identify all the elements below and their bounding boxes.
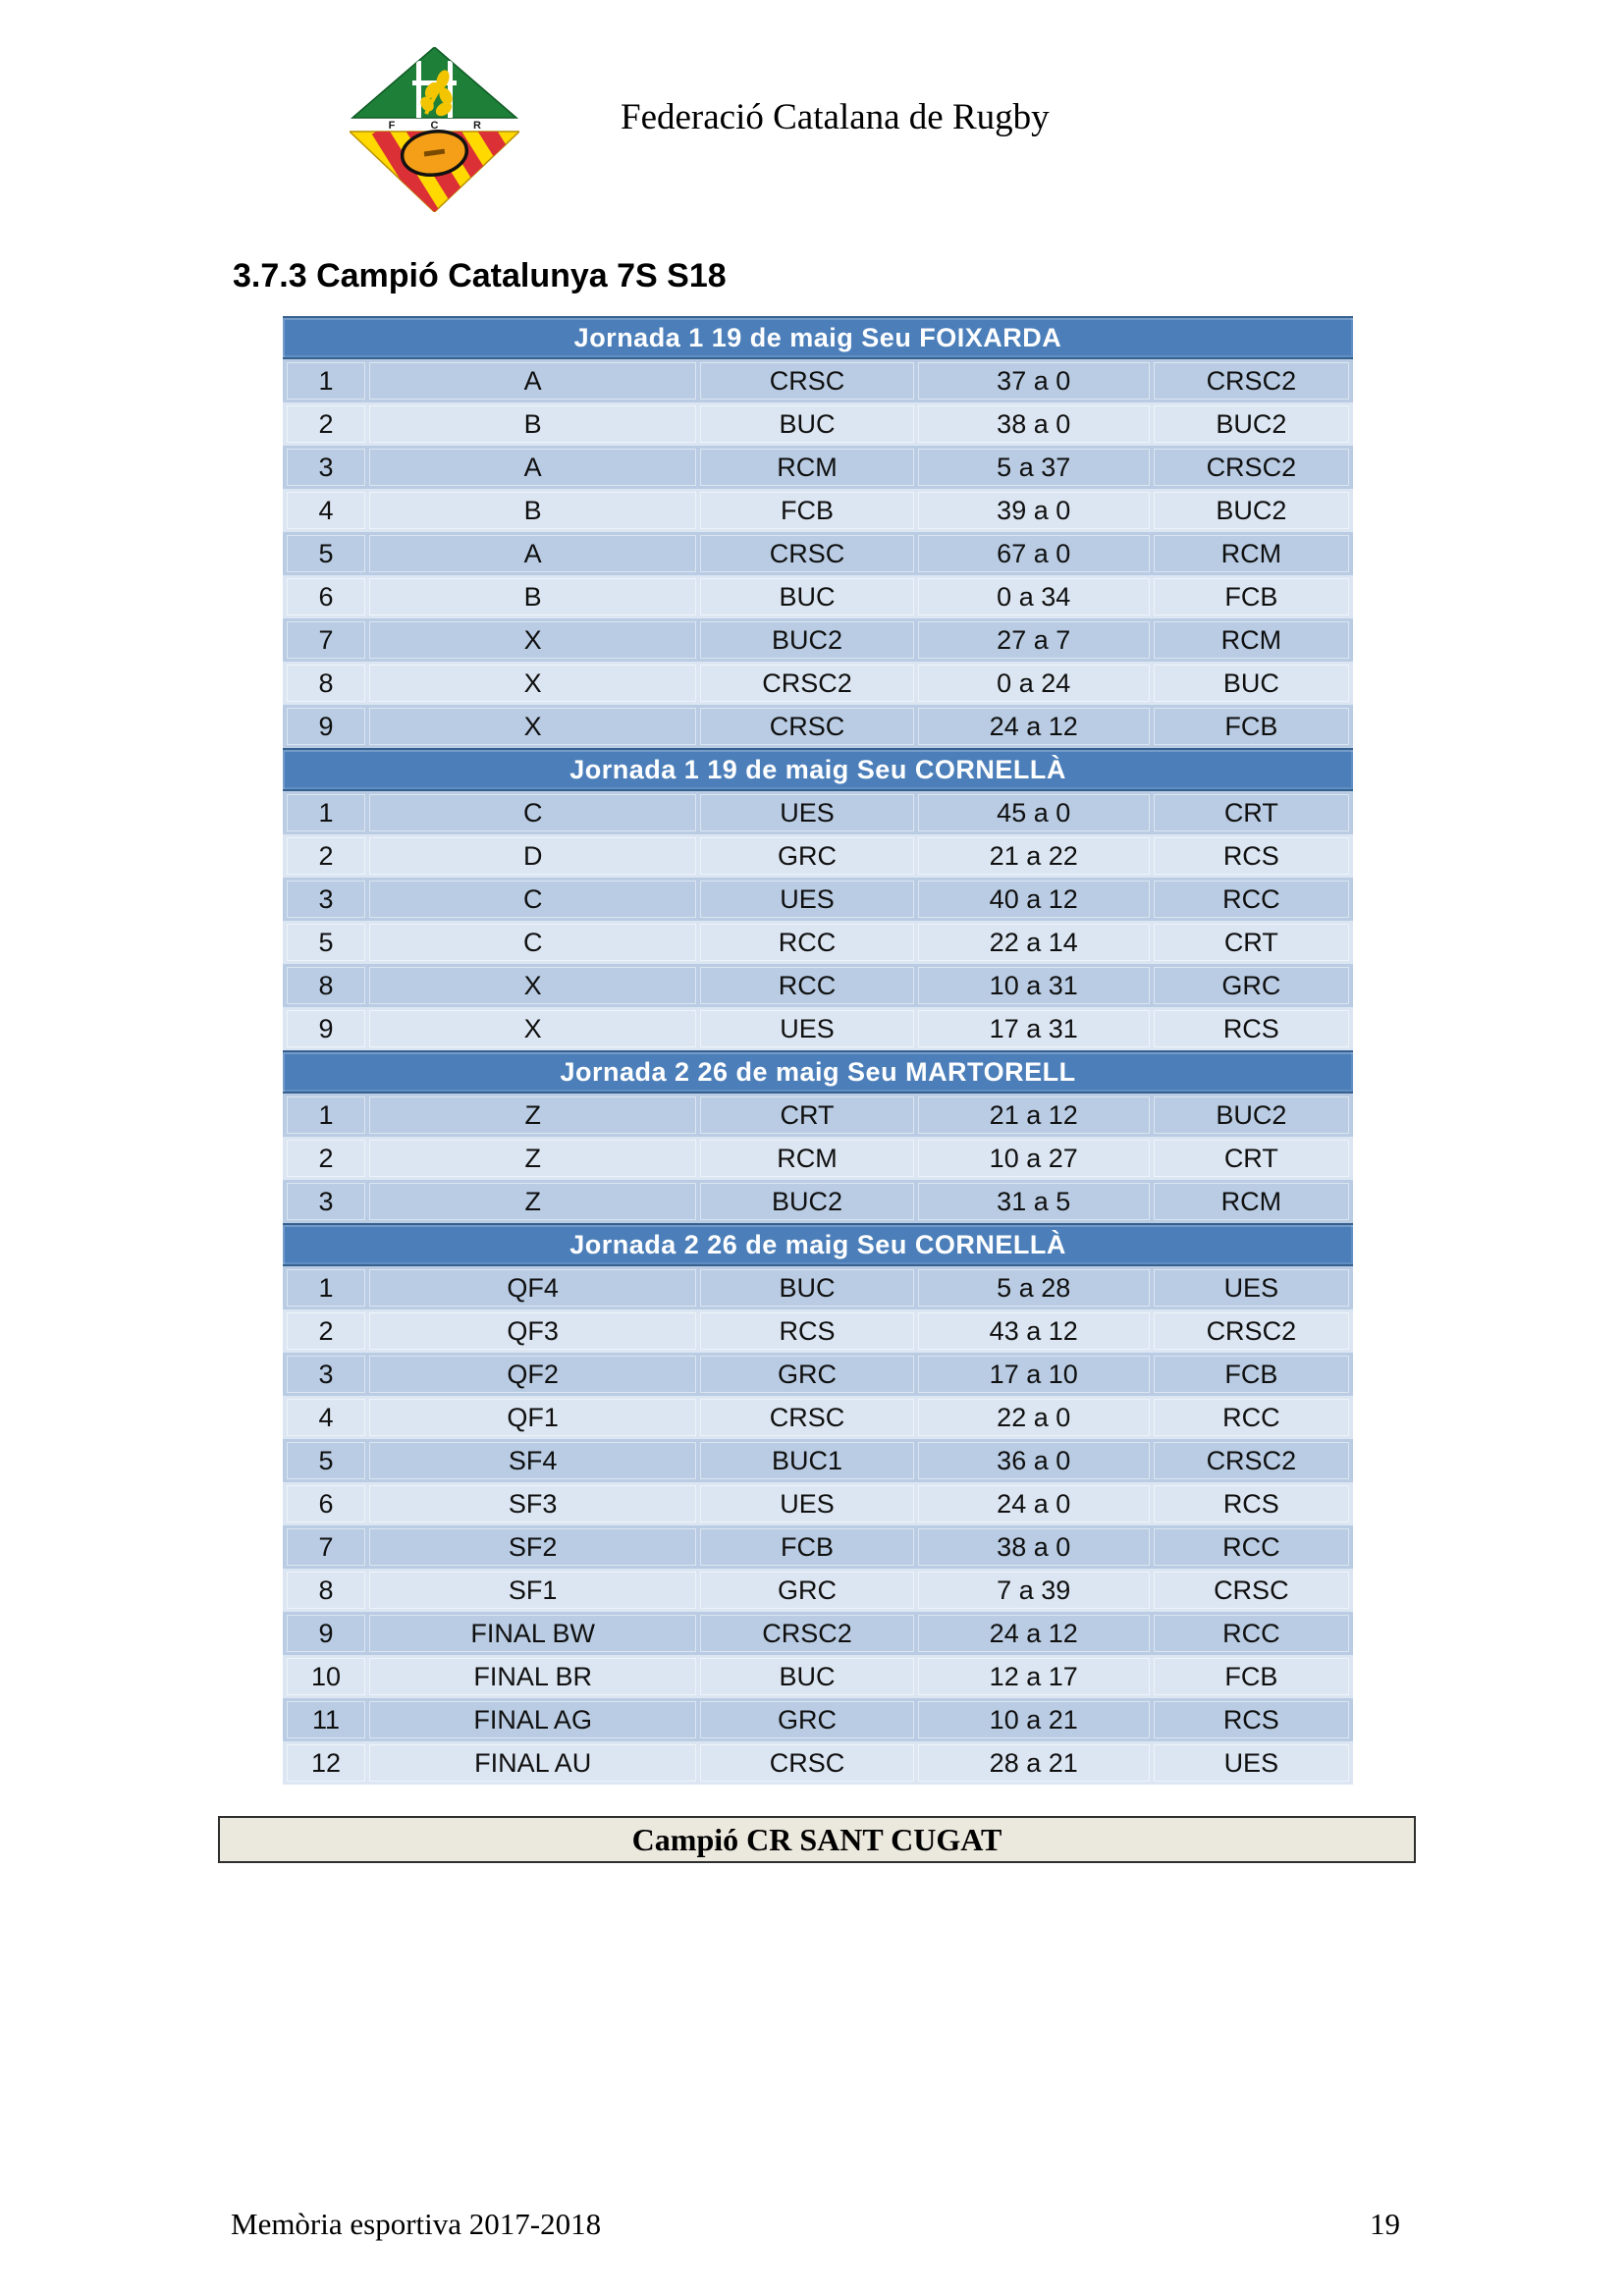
group-cell: Z (369, 1183, 696, 1220)
group-cell: QF1 (369, 1399, 696, 1436)
table-row (283, 1353, 1353, 1396)
group-cell: Z (369, 1096, 696, 1134)
away-team-cell: FCB (1154, 578, 1349, 615)
table-row (283, 662, 1353, 705)
away-team-cell: RCM (1154, 535, 1349, 572)
score-cell: 22 a 14 (918, 924, 1150, 961)
match-number-cell: 5 (287, 1442, 365, 1479)
away-team-cell: RCC (1154, 1615, 1349, 1652)
table-row (283, 1094, 1353, 1137)
table-row (283, 1007, 1353, 1050)
score-cell: 17 a 10 (918, 1356, 1150, 1393)
away-team-cell: FCB (1154, 1356, 1349, 1393)
score-cell: 67 a 0 (918, 535, 1150, 572)
group-cell: B (369, 405, 696, 443)
footer-text: Memòria esportiva 2017-2018 (231, 2207, 602, 2241)
away-team-cell: FCB (1154, 1658, 1349, 1695)
match-number-cell: 4 (287, 1399, 365, 1436)
away-team-cell: UES (1154, 1269, 1349, 1307)
table-row (283, 791, 1353, 834)
group-cell: X (369, 708, 696, 745)
away-team-cell: UES (1154, 1744, 1349, 1782)
match-number-cell: 1 (287, 1096, 365, 1134)
away-team-cell: FCB (1154, 708, 1349, 745)
score-cell: 24 a 0 (918, 1485, 1150, 1522)
champion-box (218, 1816, 1416, 1863)
away-team-cell: CRSC (1154, 1572, 1349, 1609)
score-cell: 45 a 0 (918, 794, 1150, 831)
group-cell: A (369, 449, 696, 486)
group-cell: A (369, 362, 696, 400)
table-row (283, 1741, 1353, 1785)
home-team-cell: GRC (700, 1356, 913, 1393)
home-team-cell: RCM (700, 1140, 913, 1177)
match-number-cell: 3 (287, 1183, 365, 1220)
match-number-cell: 12 (287, 1744, 365, 1782)
score-cell: 7 a 39 (918, 1572, 1150, 1609)
score-cell: 39 a 0 (918, 492, 1150, 529)
table-row (283, 1482, 1353, 1525)
group-cell: FINAL BR (369, 1658, 696, 1695)
away-team-cell: RCS (1154, 1701, 1349, 1738)
match-number-cell: 1 (287, 362, 365, 400)
home-team-cell: BUC (700, 1269, 913, 1307)
group-cell: SF2 (369, 1528, 696, 1566)
group-cell: X (369, 967, 696, 1004)
svg-text:C: C (430, 120, 439, 132)
table-row (283, 964, 1353, 1007)
table-row (283, 1439, 1353, 1482)
table-row (283, 618, 1353, 662)
score-cell: 36 a 0 (918, 1442, 1150, 1479)
table-row (283, 705, 1353, 748)
away-team-cell: RCS (1154, 1010, 1349, 1047)
match-number-cell: 1 (287, 794, 365, 831)
away-team-cell: CRSC2 (1154, 362, 1349, 400)
champion-label: Campió CR SANT CUGAT (631, 1821, 1002, 1857)
group-cell: C (369, 794, 696, 831)
match-number-cell: 2 (287, 1312, 365, 1350)
match-number-cell: 7 (287, 621, 365, 659)
score-cell: 24 a 12 (918, 708, 1150, 745)
away-team-cell: RCM (1154, 1183, 1349, 1220)
score-cell: 43 a 12 (918, 1312, 1150, 1350)
home-team-cell: UES (700, 794, 913, 831)
page-title: 3.7.3 Campió Catalunya 7S S18 (233, 257, 727, 294)
score-cell: 37 a 0 (918, 362, 1150, 400)
home-team-cell: BUC (700, 1658, 913, 1695)
table-section-header: Jornada 1 19 de maig Seu CORNELLÀ (283, 748, 1353, 791)
score-cell: 27 a 7 (918, 621, 1150, 659)
home-team-cell: CRSC2 (700, 1615, 913, 1652)
away-team-cell: CRT (1154, 794, 1349, 831)
score-cell: 10 a 31 (918, 967, 1150, 1004)
away-team-cell: RCC (1154, 881, 1349, 918)
table-row (283, 834, 1353, 878)
group-cell: Z (369, 1140, 696, 1177)
group-cell: B (369, 492, 696, 529)
away-team-cell: RCS (1154, 837, 1349, 875)
table-row (283, 575, 1353, 618)
home-team-cell: UES (700, 1010, 913, 1047)
match-number-cell: 2 (287, 837, 365, 875)
match-number-cell: 5 (287, 535, 365, 572)
group-cell: QF2 (369, 1356, 696, 1393)
group-cell: QF3 (369, 1312, 696, 1350)
away-team-cell: BUC (1154, 665, 1349, 702)
home-team-cell: BUC2 (700, 1183, 913, 1220)
home-team-cell: RCC (700, 924, 913, 961)
match-number-cell: 6 (287, 578, 365, 615)
away-team-cell: CRSC2 (1154, 1442, 1349, 1479)
away-team-cell: RCC (1154, 1399, 1349, 1436)
match-number-cell: 6 (287, 1485, 365, 1522)
match-number-cell: 8 (287, 665, 365, 702)
home-team-cell: CRSC (700, 362, 913, 400)
score-cell: 40 a 12 (918, 881, 1150, 918)
match-number-cell: 7 (287, 1528, 365, 1566)
match-number-cell: 4 (287, 492, 365, 529)
table-row (283, 402, 1353, 446)
score-cell: 12 a 17 (918, 1658, 1150, 1695)
table-row (283, 1569, 1353, 1612)
group-cell: SF1 (369, 1572, 696, 1609)
table-section-header: Jornada 1 19 de maig Seu FOIXARDA (283, 316, 1353, 359)
home-team-cell: CRSC (700, 535, 913, 572)
match-number-cell: 8 (287, 1572, 365, 1609)
score-cell: 5 a 28 (918, 1269, 1150, 1307)
score-cell: 0 a 34 (918, 578, 1150, 615)
away-team-cell: CRSC2 (1154, 1312, 1349, 1350)
score-cell: 21 a 22 (918, 837, 1150, 875)
group-cell: X (369, 1010, 696, 1047)
away-team-cell: CRT (1154, 1140, 1349, 1177)
table-row (283, 1266, 1353, 1309)
score-cell: 38 a 0 (918, 1528, 1150, 1566)
group-cell: A (369, 535, 696, 572)
table-section-header: Jornada 2 26 de maig Seu MARTORELL (283, 1050, 1353, 1094)
away-team-cell: BUC2 (1154, 492, 1349, 529)
match-number-cell: 9 (287, 1615, 365, 1652)
home-team-cell: RCM (700, 449, 913, 486)
org-title: Federació Catalana de Rugby (621, 97, 1050, 137)
group-cell: FINAL AU (369, 1744, 696, 1782)
home-team-cell: UES (700, 1485, 913, 1522)
home-team-cell: CRT (700, 1096, 913, 1134)
score-cell: 22 a 0 (918, 1399, 1150, 1436)
table-row (283, 921, 1353, 964)
table-row (283, 446, 1353, 489)
match-number-cell: 2 (287, 1140, 365, 1177)
group-cell: B (369, 578, 696, 615)
table-row (283, 532, 1353, 575)
table-row (283, 1612, 1353, 1655)
score-cell: 21 a 12 (918, 1096, 1150, 1134)
table-section-header: Jornada 2 26 de maig Seu CORNELLÀ (283, 1223, 1353, 1266)
away-team-cell: CRSC2 (1154, 449, 1349, 486)
score-cell: 5 a 37 (918, 449, 1150, 486)
match-number-cell: 8 (287, 967, 365, 1004)
group-cell: SF4 (369, 1442, 696, 1479)
home-team-cell: FCB (700, 492, 913, 529)
match-number-cell: 2 (287, 405, 365, 443)
table-row (283, 1396, 1353, 1439)
away-team-cell: RCC (1154, 1528, 1349, 1566)
home-team-cell: CRSC2 (700, 665, 913, 702)
svg-text:F: F (388, 120, 396, 132)
group-cell: C (369, 881, 696, 918)
score-cell: 0 a 24 (918, 665, 1150, 702)
score-cell: 10 a 27 (918, 1140, 1150, 1177)
away-team-cell: BUC2 (1154, 1096, 1349, 1134)
score-cell: 17 a 31 (918, 1010, 1150, 1047)
group-cell: X (369, 621, 696, 659)
match-number-cell: 5 (287, 924, 365, 961)
match-number-cell: 11 (287, 1701, 365, 1738)
score-cell: 28 a 21 (918, 1744, 1150, 1782)
home-team-cell: GRC (700, 1701, 913, 1738)
table-row (283, 359, 1353, 402)
home-team-cell: RCC (700, 967, 913, 1004)
group-cell: X (369, 665, 696, 702)
svg-text:R: R (473, 120, 481, 132)
home-team-cell: RCS (700, 1312, 913, 1350)
table-row (283, 489, 1353, 532)
home-team-cell: BUC2 (700, 621, 913, 659)
match-number-cell: 10 (287, 1658, 365, 1695)
results-table (283, 316, 1353, 1785)
away-team-cell: GRC (1154, 967, 1349, 1004)
away-team-cell: CRT (1154, 924, 1349, 961)
home-team-cell: CRSC (700, 1744, 913, 1782)
home-team-cell: UES (700, 881, 913, 918)
match-number-cell: 1 (287, 1269, 365, 1307)
table-row (283, 1309, 1353, 1353)
table-row (283, 1698, 1353, 1741)
home-team-cell: GRC (700, 1572, 913, 1609)
group-cell: QF4 (369, 1269, 696, 1307)
group-cell: C (369, 924, 696, 961)
group-cell: FINAL BW (369, 1615, 696, 1652)
home-team-cell: CRSC (700, 708, 913, 745)
footer-page-number: 19 (1370, 2207, 1400, 2241)
match-number-cell: 3 (287, 449, 365, 486)
away-team-cell: RCS (1154, 1485, 1349, 1522)
table-row (283, 1655, 1353, 1698)
home-team-cell: GRC (700, 837, 913, 875)
table-row (283, 878, 1353, 921)
score-cell: 38 a 0 (918, 405, 1150, 443)
score-cell: 24 a 12 (918, 1615, 1150, 1652)
score-cell: 31 a 5 (918, 1183, 1150, 1220)
table-row (283, 1137, 1353, 1180)
table-row (283, 1525, 1353, 1569)
group-cell: SF3 (369, 1485, 696, 1522)
match-number-cell: 9 (287, 708, 365, 745)
table-row (283, 1180, 1353, 1223)
home-team-cell: CRSC (700, 1399, 913, 1436)
home-team-cell: BUC (700, 578, 913, 615)
match-number-cell: 3 (287, 881, 365, 918)
group-cell: FINAL AG (369, 1701, 696, 1738)
home-team-cell: FCB (700, 1528, 913, 1566)
away-team-cell: RCM (1154, 621, 1349, 659)
score-cell: 10 a 21 (918, 1701, 1150, 1738)
away-team-cell: BUC2 (1154, 405, 1349, 443)
fcr-logo (350, 47, 519, 212)
match-number-cell: 9 (287, 1010, 365, 1047)
home-team-cell: BUC1 (700, 1442, 913, 1479)
group-cell: D (369, 837, 696, 875)
home-team-cell: BUC (700, 405, 913, 443)
match-number-cell: 3 (287, 1356, 365, 1393)
